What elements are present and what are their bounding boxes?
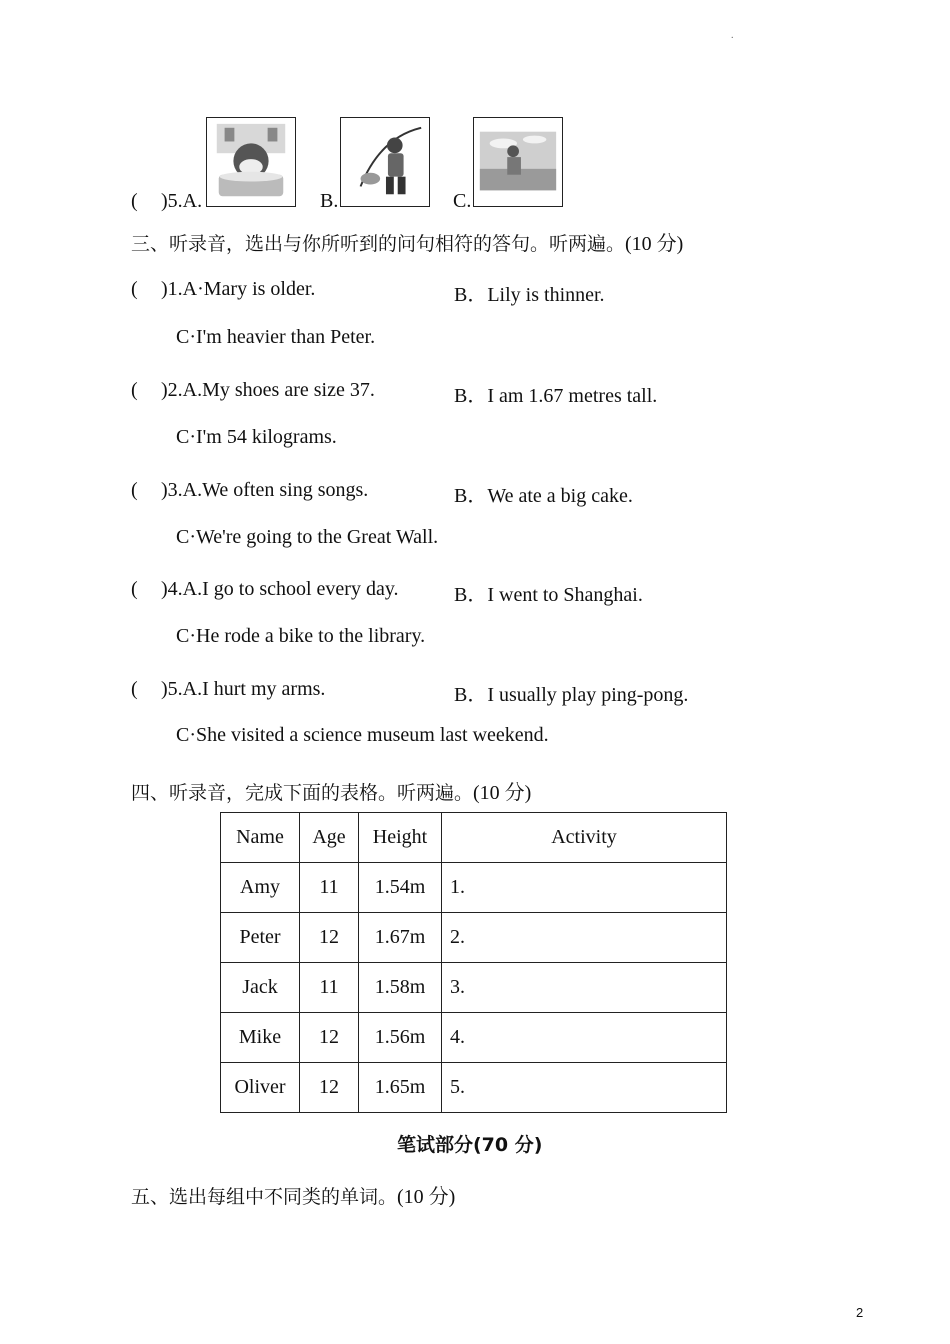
option-c-label: C. [453, 190, 472, 212]
beach-picture [473, 117, 563, 207]
option-b: B．Lily is thinner. [454, 284, 605, 306]
table-header-row [221, 813, 727, 863]
cell-activity[interactable]: 3. [442, 963, 727, 1013]
section4-heading [131, 776, 531, 805]
cell-height: 1.67m [359, 913, 442, 963]
option-c: C·She visited a science museum last weekend. [176, 724, 549, 746]
cell-age: 12 [300, 1013, 359, 1063]
page-number: 2 [856, 1305, 864, 1320]
cell-age: 11 [300, 863, 359, 913]
cell-name: Jack [221, 963, 300, 1013]
cell-activity[interactable]: 5. [442, 1063, 727, 1113]
table-row [221, 913, 727, 963]
option-c: C·I'm heavier than Peter. [176, 326, 376, 348]
cell-height: 1.54m [359, 863, 442, 913]
option-b: B．I am 1.67 metres tall. [454, 385, 658, 407]
section3-score: (10 分) [625, 233, 684, 255]
answer-bracket: ( [131, 678, 138, 700]
section5-score: (10 分) [397, 1186, 456, 1208]
option-b: B．We ate a big cake. [454, 485, 633, 507]
cell-name: Amy [221, 863, 300, 913]
cell-activity[interactable]: 1. [442, 863, 727, 913]
section4-title: 四、听录音，完成下面的表格。听两遍。 [131, 782, 474, 804]
cell-age: 12 [300, 1063, 359, 1113]
question-number: )5.A. [161, 190, 203, 212]
fishing-picture [340, 117, 430, 207]
table-row [221, 1063, 727, 1113]
option-a: )3.A.We often sing songs. [161, 479, 369, 501]
option-c: C·He rode a bike to the library. [176, 625, 426, 647]
option-b: B．I went to Shanghai. [454, 584, 643, 606]
cell-name: Peter [221, 913, 300, 963]
info-table [220, 812, 727, 1113]
answer-bracket: ( [131, 190, 138, 212]
answer-bracket: ( [131, 278, 138, 300]
option-a: )4.A.I go to school every day. [161, 578, 399, 600]
option-c: C·I'm 54 kilograms. [176, 426, 337, 448]
option-a: )1.A·Mary is older. [161, 278, 316, 300]
cell-name: Oliver [221, 1063, 300, 1113]
table-row [221, 1013, 727, 1063]
option-c: C·We're going to the Great Wall. [176, 526, 439, 548]
answer-bracket: ( [131, 578, 138, 600]
cell-age: 11 [300, 963, 359, 1013]
cell-height: 1.56m [359, 1013, 442, 1063]
cell-activity[interactable]: 4. [442, 1013, 727, 1063]
header-name: Name [221, 813, 300, 863]
section4-score: (10 分) [473, 782, 532, 804]
answer-bracket: ( [131, 379, 138, 401]
header-height: Height [359, 813, 442, 863]
option-b: B．I usually play ping-pong. [454, 684, 689, 706]
option-a: )2.A.My shoes are size 37. [161, 379, 375, 401]
section5-heading [131, 1180, 455, 1209]
option-a: )5.A.I hurt my arms. [161, 678, 326, 700]
cell-height: 1.58m [359, 963, 442, 1013]
section5-title: 五、选出每组中不同类的单词。 [131, 1186, 398, 1208]
header-activity: Activity [442, 813, 727, 863]
option-b-label: B. [320, 190, 339, 212]
answer-bracket: ( [131, 479, 138, 501]
header-age: Age [300, 813, 359, 863]
washing-face-picture [206, 117, 296, 207]
cell-activity[interactable]: 2. [442, 913, 727, 963]
cell-age: 12 [300, 913, 359, 963]
cell-name: Mike [221, 1013, 300, 1063]
cell-height: 1.65m [359, 1063, 442, 1113]
written-part-title: 笔试部分(70 分) [397, 1134, 543, 1156]
table-row [221, 963, 727, 1013]
section3-title: 三、听录音，选出与你所听到的问句相符的答句。听两遍。 [131, 233, 626, 255]
section3-heading [131, 227, 683, 256]
table-row [221, 863, 727, 913]
page-mark: . [731, 30, 734, 41]
